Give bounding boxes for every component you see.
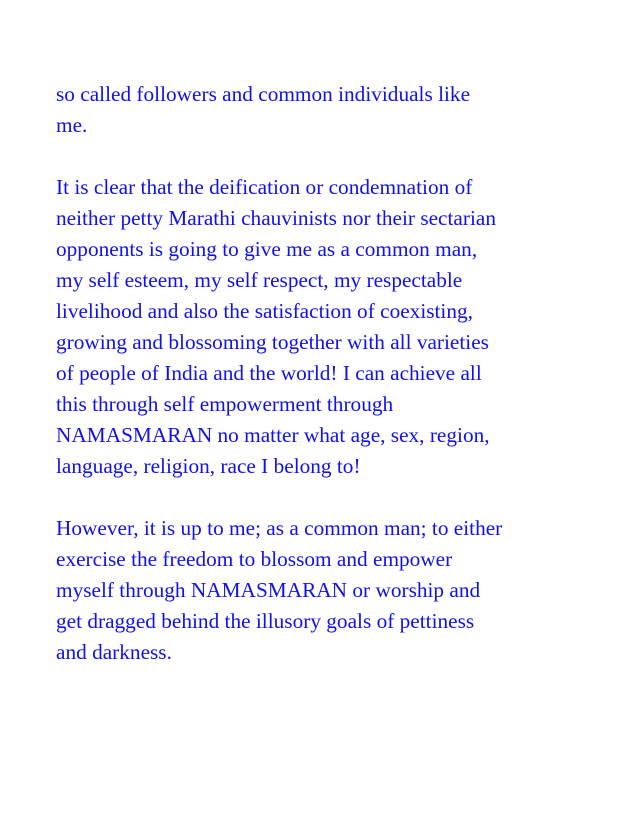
text-line: opponents is going to give me as a common man, xyxy=(56,237,478,261)
text-line: and darkness. xyxy=(56,640,172,664)
text-line: NAMASMARAN no matter what age, sex, region, xyxy=(56,423,490,447)
text-line: However, it is up to me; as a common man; to either xyxy=(56,516,503,540)
text-line: of people of India and the world! I can achieve all xyxy=(56,361,482,385)
text-line: myself through NAMASMARAN or worship and xyxy=(56,578,481,602)
text-line: my self esteem, my self respect, my respectable xyxy=(56,268,463,292)
text-line: It is clear that the deification or condemnation of xyxy=(56,175,473,199)
text-line: growing and blossoming together with all varieties xyxy=(56,330,489,354)
body-text xyxy=(56,79,631,668)
text-line: me. xyxy=(56,113,88,137)
paragraph-2 xyxy=(56,172,631,482)
text-line: get dragged behind the illusory goals of pettiness xyxy=(56,609,475,633)
paragraph-1 xyxy=(56,79,631,141)
paragraph-3 xyxy=(56,513,631,668)
text-line: this through self empowerment through xyxy=(56,392,394,416)
text-line: exercise the freedom to blossom and empower xyxy=(56,547,453,571)
text-line: neither petty Marathi chauvinists nor their sectarian xyxy=(56,206,496,230)
text-line: so called followers and common individuals like xyxy=(56,82,471,106)
text-line: livelihood and also the satisfaction of coexisting, xyxy=(56,299,473,323)
text-line: language, religion, race I belong to! xyxy=(56,454,361,478)
